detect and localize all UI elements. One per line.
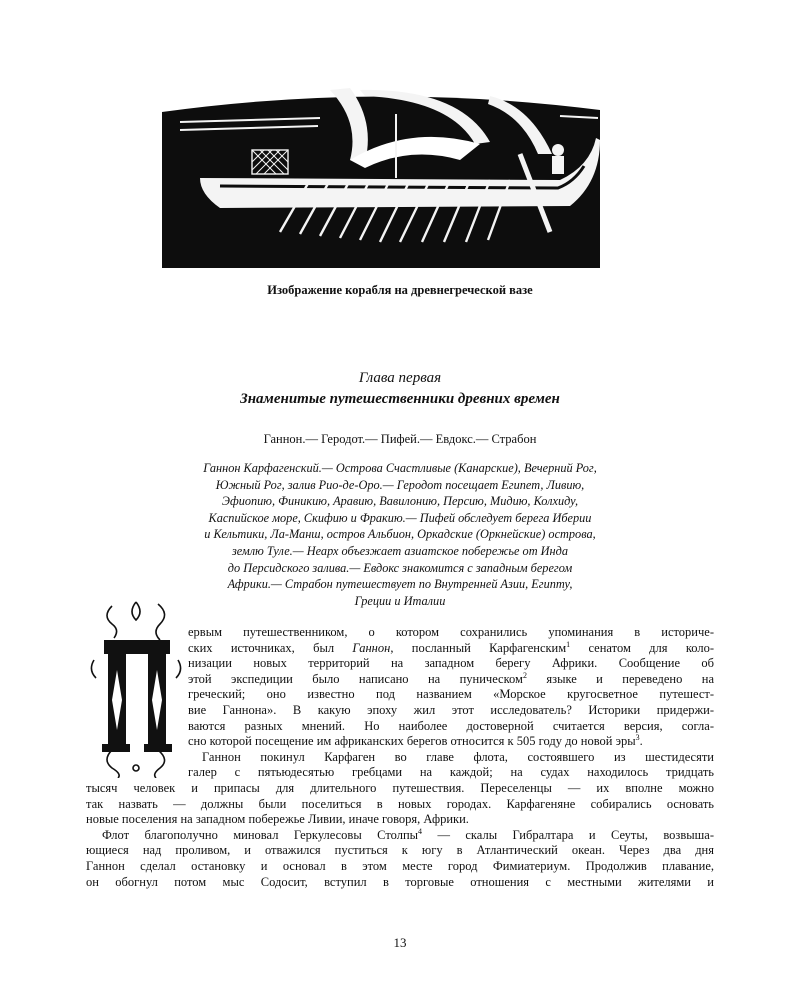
- synopsis-line: Африки.— Страбон путешествует по Внутренней Азии, Египту,: [227, 577, 573, 592]
- text-line: тысяч человек и припасы для длительного путешествия. Переселенцы — их вполне можно: [86, 780, 714, 795]
- synopsis-line: и Кельтики, Ла-Манш, остров Альбион, Оркадские (Оркнейские) острова,: [204, 527, 596, 542]
- page-number: 13: [393, 935, 407, 950]
- synopsis-line: Каспийское море, Скифию и Фракию.— Пифей обследует берега Иберии: [208, 510, 592, 525]
- text-line: Ганнон покинул Карфаген во главе флота, состоявшего из шестидесяти: [202, 749, 714, 764]
- text-line: ваются разных мнений. Но наиболее достоверной считается версия, согла-: [188, 718, 714, 733]
- figure-caption: Изображение корабля на древнегреческой вазе: [267, 283, 533, 297]
- text-line: ющиеся над проливом, и отважился пуститься к югу в Атлантический океан. Через два дня: [86, 843, 714, 858]
- ship-illustration: [160, 82, 602, 268]
- synopsis-line: Греции и Италии: [354, 593, 446, 608]
- synopsis-line: Ганнон Карфагенский.— Острова Счастливые (Канарские), Вечерний Рог,: [203, 461, 597, 475]
- chapter-synopsis: [150, 460, 650, 609]
- text-line: греческий; оно известно под названием «Морское кругосветное путешест-: [188, 687, 714, 702]
- text-line: сно которой посещение им африканских берегов относится к 505 году до новой эры$^3$.: [188, 733, 643, 749]
- text-line: вие Ганнона». В какую эпоху жил этот исследователь? Историки придержи-: [188, 702, 714, 717]
- synopsis-line: Южный Рог, залив Рио-де-Оро.— Геродот посещает Египет, Ливию,: [215, 477, 585, 492]
- chapter-names: Ганнон.— Геродот.— Пифей.— Евдокс.— Страбон: [263, 432, 537, 446]
- text-line: новые поселения на западном побережье Ливии, иначе говоря, Африки.: [86, 812, 469, 827]
- text-line: галер с пятьюдесятью гребцами на каждой; на судах находилось тридцать: [188, 765, 714, 780]
- chapter-number: Глава первая: [358, 370, 442, 386]
- synopsis-line: до Персидского залива.— Евдокс знакомится с западным берегом: [227, 560, 573, 575]
- text-line: ских источниках, был Ганнон, посланный Карфагенским$^1$ сенатом для коло-: [188, 639, 715, 655]
- text-line: Ганнон сделал остановку и основал в этом месте город Фимиатериум. Продолжив плавание,: [86, 858, 714, 873]
- text-line: ервым путешественником, о котором сохранились упоминания в историче-: [188, 625, 714, 639]
- text-line: так назвать — должны были поселиться в новых городах. Карфагеняне собирались основать: [86, 796, 714, 811]
- synopsis-line: Эфиопию, Финикию, Аравию, Вавилонию, Персию, Мидию, Колхиду,: [221, 494, 579, 509]
- text-line: низации новых территорий на западном берегу Африки. Сообщение об: [188, 656, 714, 671]
- synopsis-line: землю Туле.— Неарх объезжает азиатское побережье от Инда: [231, 543, 569, 558]
- text-line: он обогнул потом мыс Содосит, вступил в торговые отношения с местными жителями и: [86, 874, 714, 889]
- body-text: [86, 625, 714, 890]
- text-line: Флот благополучно миновал Геркулесовы Столпы$^4$ — скалы Гибралтара и Сеуты, возвыша-: [102, 826, 714, 842]
- chapter-title: Знаменитые путешественники древних времен: [240, 391, 560, 407]
- text-line: этой экспедиции было написано на пуническом$^2$ языке и переведено на: [188, 670, 715, 686]
